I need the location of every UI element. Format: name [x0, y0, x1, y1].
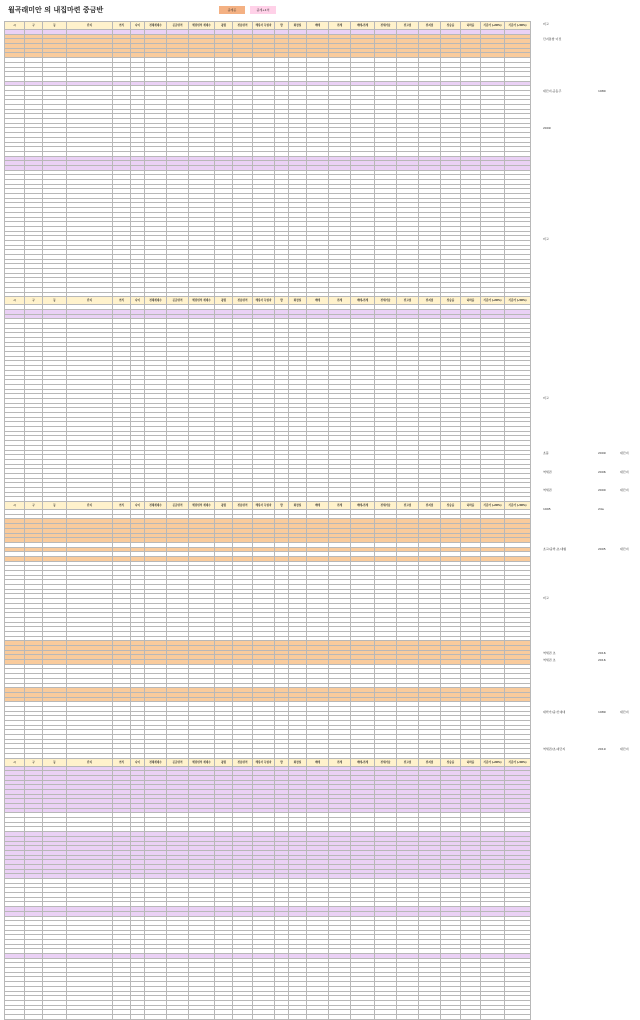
- column-header: 매매: [307, 758, 329, 766]
- column-header: 매매-전세: [351, 502, 375, 510]
- column-header: 매매: [307, 22, 329, 30]
- column-header: 평형: [215, 297, 233, 305]
- column-header: 매매-전세: [351, 22, 375, 30]
- column-header: 해당사 독립자: [253, 297, 275, 305]
- column-header: 공급면적: [167, 22, 189, 30]
- column-header: 매매: [307, 297, 329, 305]
- column-header: 시: [5, 297, 25, 305]
- column-header: 해당사 독립자: [253, 22, 275, 30]
- column-header: 전세: [329, 502, 351, 510]
- column-header: 전세: [329, 297, 351, 305]
- column-header: 상승률: [441, 502, 461, 510]
- column-header: 방: [275, 758, 289, 766]
- column-header: 전체세대수: [145, 22, 167, 30]
- column-header: 동: [43, 502, 67, 510]
- column-header: 평형: [215, 22, 233, 30]
- column-header: 구: [25, 502, 43, 510]
- column-header: 나이: [131, 22, 145, 30]
- column-header: 화장실: [289, 502, 307, 510]
- column-header: 해당사 독립자: [253, 758, 275, 766]
- column-header: 전세가율: [375, 502, 397, 510]
- column-header: 단지: [67, 502, 113, 510]
- column-header: 기준가 (-30%): [505, 502, 531, 510]
- column-header: 전세: [329, 22, 351, 30]
- column-header: 전세가율: [375, 758, 397, 766]
- column-header: 연식: [113, 22, 131, 30]
- column-header: 상승률: [441, 297, 461, 305]
- header-row: [5, 297, 531, 305]
- column-header: 전저점: [419, 502, 441, 510]
- legend-highlight-chip: 중개공: [219, 6, 245, 14]
- legend-pink-chip: 중개+1억: [250, 6, 276, 14]
- column-header: 기준가 (-20%): [481, 758, 505, 766]
- apartment-table: [4, 21, 531, 1020]
- column-header: 동: [43, 758, 67, 766]
- column-header: 매매-전세: [351, 297, 375, 305]
- column-header: 하락률: [461, 758, 481, 766]
- column-header: 단지: [67, 22, 113, 30]
- column-header: 연식: [113, 502, 131, 510]
- column-header: 공급면적: [167, 758, 189, 766]
- column-header: 단지: [67, 297, 113, 305]
- column-header: 전용면적: [233, 297, 253, 305]
- column-header: 전고점: [397, 22, 419, 30]
- column-header: 화장실: [289, 297, 307, 305]
- header-row: [5, 758, 531, 766]
- column-header: 동: [43, 297, 67, 305]
- column-header: 전체세대수: [145, 758, 167, 766]
- column-header: 시: [5, 502, 25, 510]
- column-header: 연식: [113, 758, 131, 766]
- column-header: 전저점: [419, 758, 441, 766]
- column-header: 나이: [131, 297, 145, 305]
- column-header: 해당사 독립자: [253, 502, 275, 510]
- column-header: 공급면적: [167, 297, 189, 305]
- column-header: 구: [25, 758, 43, 766]
- column-header: 평형: [215, 758, 233, 766]
- header-row: [5, 502, 531, 510]
- column-header: 전용면적: [233, 758, 253, 766]
- column-header: 전세: [329, 758, 351, 766]
- column-header: 전고점: [397, 297, 419, 305]
- column-header: 시: [5, 22, 25, 30]
- column-header: 상승률: [441, 758, 461, 766]
- column-header: 기준가 (-30%): [505, 297, 531, 305]
- column-header: 전저점: [419, 22, 441, 30]
- column-header: 화장실: [289, 758, 307, 766]
- column-header: 하락률: [461, 502, 481, 510]
- column-header: 화장실: [289, 22, 307, 30]
- column-header: 공급면적: [167, 502, 189, 510]
- column-header: 전고점: [397, 502, 419, 510]
- column-header: 시: [5, 758, 25, 766]
- column-header: 해당면적 세대수: [189, 502, 215, 510]
- column-header: 방: [275, 297, 289, 305]
- column-header: 구: [25, 297, 43, 305]
- column-header: 전체세대수: [145, 502, 167, 510]
- column-header: 하락률: [461, 297, 481, 305]
- column-header: 매매-전세: [351, 758, 375, 766]
- column-header: 전용면적: [233, 22, 253, 30]
- column-header: 연식: [113, 297, 131, 305]
- column-header: 전용면적: [233, 502, 253, 510]
- column-header: 나이: [131, 758, 145, 766]
- column-header: 기준가 (-20%): [481, 297, 505, 305]
- column-header: 동: [43, 22, 67, 30]
- column-header: 평형: [215, 502, 233, 510]
- column-header: 하락률: [461, 22, 481, 30]
- column-header: 전세가율: [375, 22, 397, 30]
- column-header: 기준가 (-20%): [481, 22, 505, 30]
- page-title: 월곡래미안 의 내집마련 중금반: [8, 6, 104, 14]
- column-header: 해당면적 세대수: [189, 758, 215, 766]
- header-row: [5, 22, 531, 30]
- column-header: 기준가 (-30%): [505, 758, 531, 766]
- column-header: 상승률: [441, 22, 461, 30]
- column-header: 방: [275, 22, 289, 30]
- column-header: 전저점: [419, 297, 441, 305]
- column-header: 전체세대수: [145, 297, 167, 305]
- column-header: 기준가 (-20%): [481, 502, 505, 510]
- column-header: 방: [275, 502, 289, 510]
- column-header: 단지: [67, 758, 113, 766]
- column-header: 전세가율: [375, 297, 397, 305]
- column-header: 나이: [131, 502, 145, 510]
- column-header: 기준가 (-30%): [505, 22, 531, 30]
- column-header: 구: [25, 22, 43, 30]
- column-header: 전고점: [397, 758, 419, 766]
- column-header: 해당면적 세대수: [189, 22, 215, 30]
- column-header: 매매: [307, 502, 329, 510]
- column-header: 해당면적 세대수: [189, 297, 215, 305]
